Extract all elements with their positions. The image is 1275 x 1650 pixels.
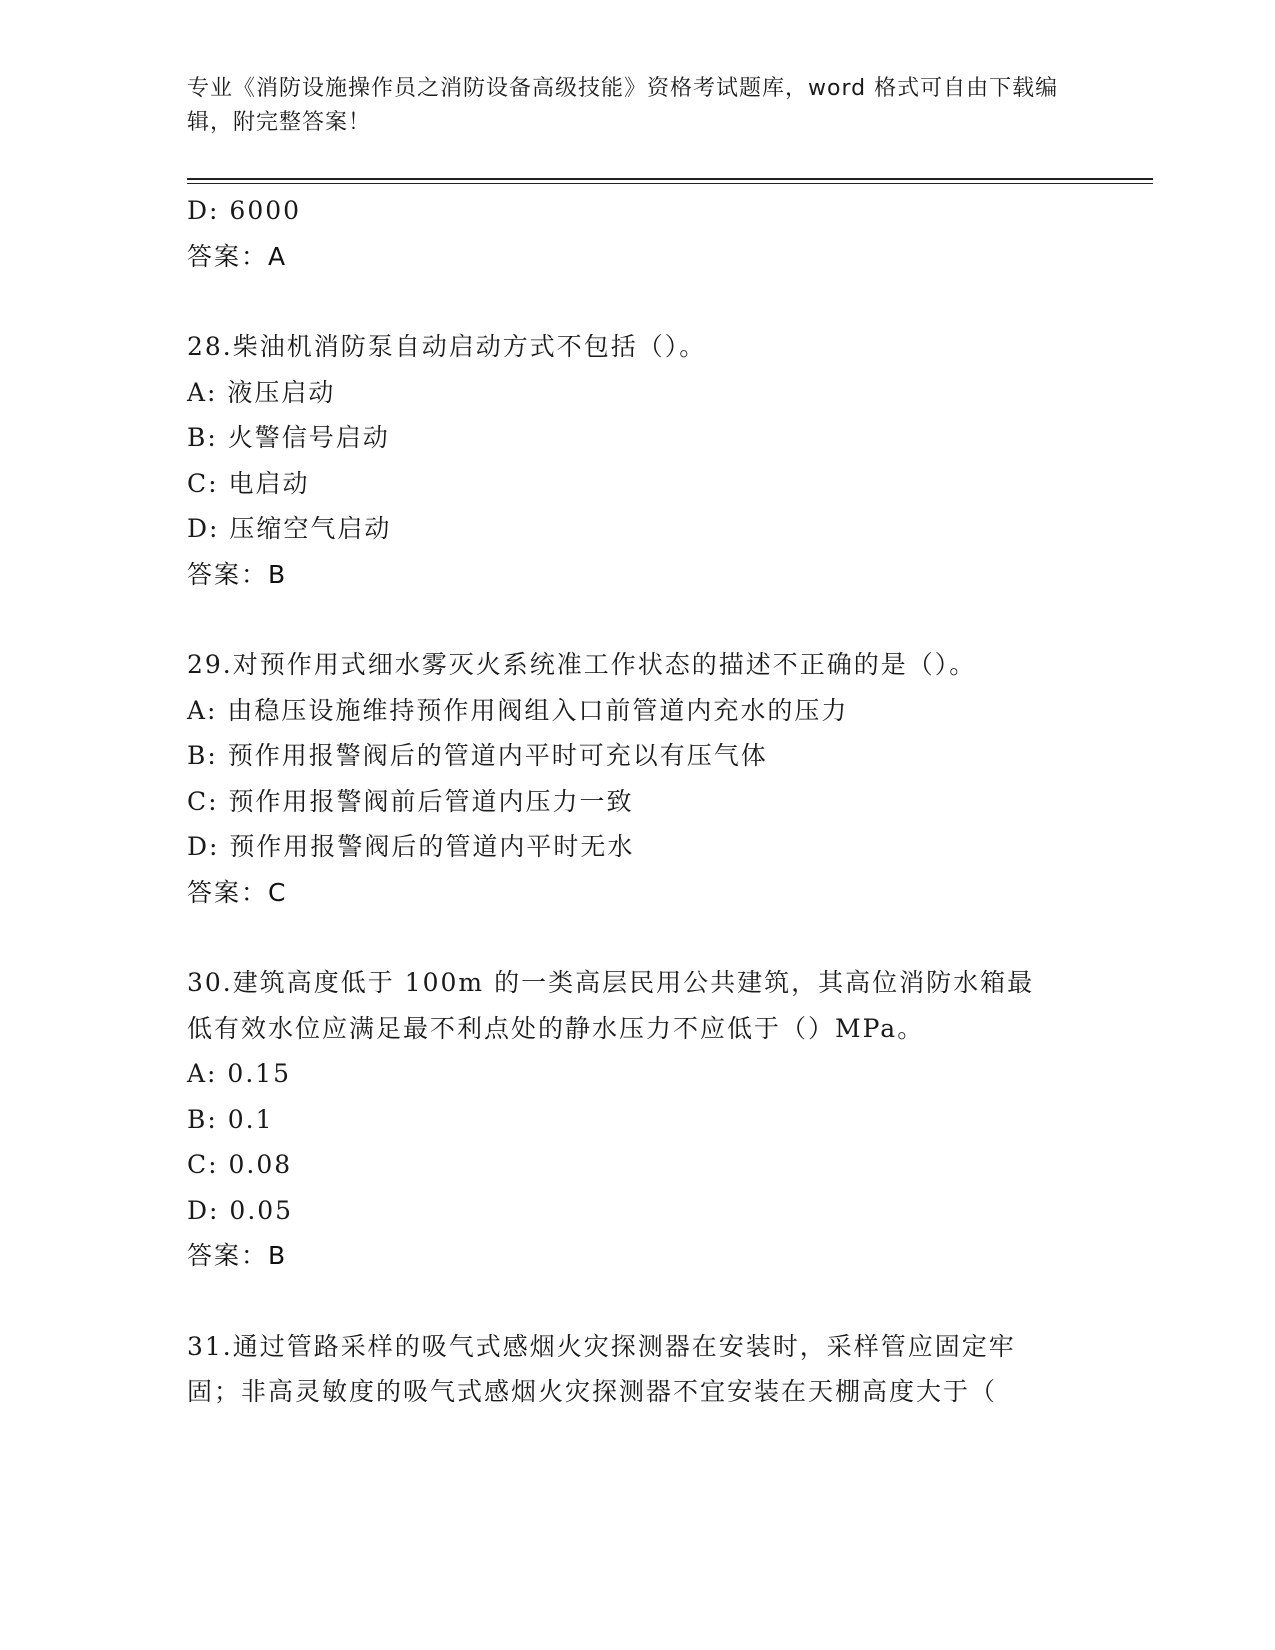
option-b: B: 火警信号启动 bbox=[187, 423, 390, 452]
question-29 bbox=[187, 642, 1067, 915]
question-stem: 28.柴油机消防泵自动启动方式不包括（）。 bbox=[187, 332, 707, 361]
question-stem-line-1: 30.建筑高度低于 100m 的一类高层民用公共建筑，其高位消防水箱最 bbox=[187, 968, 1035, 997]
option-b: B: 预作用报警阀后的管道内平时可充以有压气体 bbox=[187, 741, 768, 770]
option-a: A: 液压启动 bbox=[187, 377, 336, 407]
answer-label: 答案：C bbox=[187, 877, 288, 907]
option-c: C: 0.08 bbox=[187, 1150, 293, 1179]
spacer bbox=[187, 1279, 1067, 1324]
question-stem: 29.对预作用式细水雾灭火系统准工作状态的描述不正确的是（）。 bbox=[187, 650, 977, 679]
option-d: D: 6000 bbox=[187, 196, 302, 225]
question-stem-line-2: 固；非高灵敏度的吸气式感烟火灾探测器不宜安装在天棚高度大于（ bbox=[187, 1377, 998, 1406]
option-c: C: 电启动 bbox=[187, 468, 310, 498]
option-a: A: 由稳压设施维持预作用阀组入口前管道内充水的压力 bbox=[187, 695, 849, 725]
header-divider-thin bbox=[187, 183, 1153, 184]
header-divider-thick bbox=[187, 178, 1153, 180]
question-30 bbox=[187, 960, 1067, 1279]
option-b: B: 0.1 bbox=[187, 1104, 274, 1134]
option-d: D: 预作用报警阀后的管道内平时无水 bbox=[187, 832, 635, 861]
option-a: A: 0.15 bbox=[187, 1059, 292, 1088]
option-d: D: 0.05 bbox=[187, 1195, 294, 1225]
spacer bbox=[187, 597, 1067, 642]
spacer bbox=[187, 915, 1067, 960]
question-stem-line-2: 低有效水位应满足最不利点处的静水压力不应低于（）MPa。 bbox=[187, 1013, 925, 1043]
answer-label: 答案：B bbox=[187, 1241, 288, 1270]
spacer bbox=[187, 279, 1067, 324]
option-c: C: 预作用报警阀前后管道内压力一致 bbox=[187, 786, 634, 816]
page-header: 专业《消防设施操作员之消防设备高级技能》资格考试题库，word 格式可自由下载编辑，附完整答案！ bbox=[187, 76, 1059, 135]
question-stem-line-1: 31.通过管路采样的吸气式感烟火灾探测器在安装时，采样管应固定牢 bbox=[187, 1331, 1016, 1361]
question-27-tail bbox=[187, 188, 1067, 279]
answer-label: 答案：B bbox=[187, 559, 288, 589]
question-28 bbox=[187, 324, 1067, 597]
question-31 bbox=[187, 1324, 1067, 1415]
option-d: D: 压缩空气启动 bbox=[187, 514, 392, 543]
answer-label: 答案：A bbox=[187, 241, 288, 271]
exam-content bbox=[187, 188, 1067, 1415]
